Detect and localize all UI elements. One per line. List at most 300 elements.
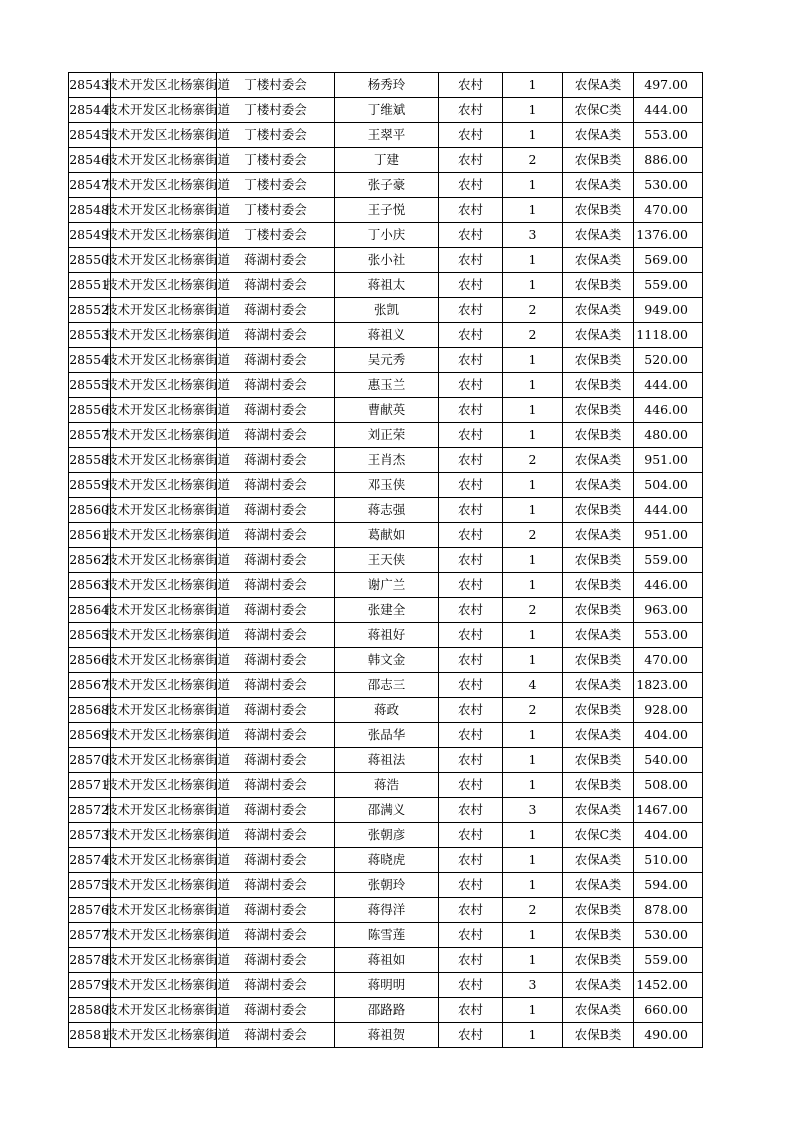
household-type-cell: 农村 <box>439 498 503 523</box>
table-row <box>69 323 703 348</box>
table-row <box>69 723 703 748</box>
table-row <box>69 623 703 648</box>
village-committee-cell: 蒋湖村委会 <box>217 798 335 823</box>
amount-cell: 559.00 <box>634 548 703 573</box>
record-id-cell: 28556 <box>69 398 111 423</box>
table-row <box>69 423 703 448</box>
household-size-cell: 1 <box>503 998 563 1023</box>
person-name-cell: 王子悦 <box>335 198 439 223</box>
record-id-cell: 28551 <box>69 273 111 298</box>
person-name-cell: 张品华 <box>335 723 439 748</box>
street-office-cell: 技术开发区北杨寨街道 <box>111 123 217 148</box>
amount-cell: 1452.00 <box>634 973 703 998</box>
household-size-cell: 1 <box>503 398 563 423</box>
household-type-cell: 农村 <box>439 198 503 223</box>
village-committee-cell: 蒋湖村委会 <box>217 548 335 573</box>
table-row <box>69 123 703 148</box>
insurance-category-cell: 农保A类 <box>563 623 634 648</box>
street-office-cell: 技术开发区北杨寨街道 <box>111 648 217 673</box>
village-committee-cell: 蒋湖村委会 <box>217 273 335 298</box>
insurance-category-cell: 农保B类 <box>563 898 634 923</box>
table-row <box>69 398 703 423</box>
table-row <box>69 898 703 923</box>
village-committee-cell: 蒋湖村委会 <box>217 573 335 598</box>
village-committee-cell: 蒋湖村委会 <box>217 348 335 373</box>
amount-cell: 470.00 <box>634 198 703 223</box>
village-committee-cell: 丁楼村委会 <box>217 123 335 148</box>
household-size-cell: 1 <box>503 723 563 748</box>
village-committee-cell: 蒋湖村委会 <box>217 923 335 948</box>
amount-cell: 886.00 <box>634 148 703 173</box>
record-id-cell: 28560 <box>69 498 111 523</box>
table-row <box>69 348 703 373</box>
table-row <box>69 748 703 773</box>
amount-cell: 1823.00 <box>634 673 703 698</box>
amount-cell: 510.00 <box>634 848 703 873</box>
amount-cell: 444.00 <box>634 373 703 398</box>
household-type-cell: 农村 <box>439 723 503 748</box>
village-committee-cell: 蒋湖村委会 <box>217 523 335 548</box>
amount-cell: 559.00 <box>634 273 703 298</box>
table-row <box>69 523 703 548</box>
village-committee-cell: 丁楼村委会 <box>217 98 335 123</box>
street-office-cell: 技术开发区北杨寨街道 <box>111 548 217 573</box>
insurance-category-cell: 农保B类 <box>563 1023 634 1048</box>
amount-cell: 949.00 <box>634 298 703 323</box>
household-size-cell: 1 <box>503 548 563 573</box>
village-committee-cell: 蒋湖村委会 <box>217 448 335 473</box>
person-name-cell: 邵路路 <box>335 998 439 1023</box>
amount-cell: 504.00 <box>634 473 703 498</box>
amount-cell: 553.00 <box>634 123 703 148</box>
household-size-cell: 1 <box>503 823 563 848</box>
street-office-cell: 技术开发区北杨寨街道 <box>111 198 217 223</box>
table-row <box>69 98 703 123</box>
record-id-cell: 28569 <box>69 723 111 748</box>
record-id-cell: 28557 <box>69 423 111 448</box>
amount-cell: 569.00 <box>634 248 703 273</box>
person-name-cell: 蒋明明 <box>335 973 439 998</box>
person-name-cell: 蒋浩 <box>335 773 439 798</box>
person-name-cell: 谢广兰 <box>335 573 439 598</box>
table-row <box>69 673 703 698</box>
record-id-cell: 28559 <box>69 473 111 498</box>
household-type-cell: 农村 <box>439 973 503 998</box>
street-office-cell: 技术开发区北杨寨街道 <box>111 523 217 548</box>
person-name-cell: 蒋晓虎 <box>335 848 439 873</box>
village-committee-cell: 蒋湖村委会 <box>217 498 335 523</box>
household-type-cell: 农村 <box>439 173 503 198</box>
amount-cell: 520.00 <box>634 348 703 373</box>
village-committee-cell: 蒋湖村委会 <box>217 823 335 848</box>
table-row <box>69 173 703 198</box>
record-id-cell: 28575 <box>69 873 111 898</box>
person-name-cell: 蒋得洋 <box>335 898 439 923</box>
table-row <box>69 973 703 998</box>
amount-cell: 540.00 <box>634 748 703 773</box>
person-name-cell: 蒋祖法 <box>335 748 439 773</box>
household-size-cell: 1 <box>503 748 563 773</box>
amount-cell: 530.00 <box>634 173 703 198</box>
household-type-cell: 农村 <box>439 448 503 473</box>
village-committee-cell: 蒋湖村委会 <box>217 998 335 1023</box>
insurance-category-cell: 农保A类 <box>563 998 634 1023</box>
household-size-cell: 1 <box>503 73 563 98</box>
household-type-cell: 农村 <box>439 823 503 848</box>
village-committee-cell: 蒋湖村委会 <box>217 773 335 798</box>
household-type-cell: 农村 <box>439 698 503 723</box>
amount-cell: 508.00 <box>634 773 703 798</box>
household-type-cell: 农村 <box>439 623 503 648</box>
record-id-cell: 28555 <box>69 373 111 398</box>
record-id-cell: 28548 <box>69 198 111 223</box>
record-id-cell: 28565 <box>69 623 111 648</box>
table-row <box>69 498 703 523</box>
table-row <box>69 448 703 473</box>
household-type-cell: 农村 <box>439 673 503 698</box>
household-type-cell: 农村 <box>439 473 503 498</box>
table-row <box>69 573 703 598</box>
household-type-cell: 农村 <box>439 1023 503 1048</box>
street-office-cell: 技术开发区北杨寨街道 <box>111 698 217 723</box>
street-office-cell: 技术开发区北杨寨街道 <box>111 623 217 648</box>
amount-cell: 660.00 <box>634 998 703 1023</box>
household-size-cell: 2 <box>503 298 563 323</box>
person-name-cell: 张朝彦 <box>335 823 439 848</box>
household-type-cell: 农村 <box>439 398 503 423</box>
household-type-cell: 农村 <box>439 348 503 373</box>
household-type-cell: 农村 <box>439 548 503 573</box>
household-size-cell: 1 <box>503 648 563 673</box>
insurance-category-cell: 农保B类 <box>563 498 634 523</box>
insurance-category-cell: 农保B类 <box>563 698 634 723</box>
person-name-cell: 张小社 <box>335 248 439 273</box>
amount-cell: 963.00 <box>634 598 703 623</box>
household-type-cell: 农村 <box>439 898 503 923</box>
insurance-category-cell: 农保B类 <box>563 273 634 298</box>
village-committee-cell: 丁楼村委会 <box>217 73 335 98</box>
household-size-cell: 3 <box>503 223 563 248</box>
person-name-cell: 邵满义 <box>335 798 439 823</box>
person-name-cell: 张朝玲 <box>335 873 439 898</box>
person-name-cell: 韩文金 <box>335 648 439 673</box>
person-name-cell: 刘正荣 <box>335 423 439 448</box>
street-office-cell: 技术开发区北杨寨街道 <box>111 998 217 1023</box>
street-office-cell: 技术开发区北杨寨街道 <box>111 873 217 898</box>
household-type-cell: 农村 <box>439 773 503 798</box>
street-office-cell: 技术开发区北杨寨街道 <box>111 273 217 298</box>
household-type-cell: 农村 <box>439 873 503 898</box>
table-row <box>69 298 703 323</box>
record-id-cell: 28574 <box>69 848 111 873</box>
household-type-cell: 农村 <box>439 373 503 398</box>
amount-cell: 530.00 <box>634 923 703 948</box>
person-name-cell: 蒋祖如 <box>335 948 439 973</box>
record-id-cell: 28581 <box>69 1023 111 1048</box>
record-id-cell: 28554 <box>69 348 111 373</box>
table-row <box>69 548 703 573</box>
village-committee-cell: 丁楼村委会 <box>217 198 335 223</box>
amount-cell: 470.00 <box>634 648 703 673</box>
record-id-cell: 28552 <box>69 298 111 323</box>
amount-cell: 404.00 <box>634 823 703 848</box>
street-office-cell: 技术开发区北杨寨街道 <box>111 598 217 623</box>
person-name-cell: 丁维斌 <box>335 98 439 123</box>
household-size-cell: 1 <box>503 373 563 398</box>
street-office-cell: 技术开发区北杨寨街道 <box>111 823 217 848</box>
village-committee-cell: 蒋湖村委会 <box>217 848 335 873</box>
insurance-category-cell: 农保B类 <box>563 198 634 223</box>
street-office-cell: 技术开发区北杨寨街道 <box>111 173 217 198</box>
household-size-cell: 2 <box>503 523 563 548</box>
household-type-cell: 农村 <box>439 273 503 298</box>
household-type-cell: 农村 <box>439 423 503 448</box>
person-name-cell: 陈雪莲 <box>335 923 439 948</box>
record-id-cell: 28580 <box>69 998 111 1023</box>
person-name-cell: 蒋祖义 <box>335 323 439 348</box>
village-committee-cell: 蒋湖村委会 <box>217 898 335 923</box>
household-type-cell: 农村 <box>439 798 503 823</box>
insurance-category-cell: 农保A类 <box>563 723 634 748</box>
village-committee-cell: 蒋湖村委会 <box>217 723 335 748</box>
table-row <box>69 998 703 1023</box>
amount-cell: 444.00 <box>634 498 703 523</box>
household-type-cell: 农村 <box>439 298 503 323</box>
table-row <box>69 798 703 823</box>
household-size-cell: 1 <box>503 348 563 373</box>
table-row <box>69 198 703 223</box>
person-name-cell: 蒋祖贺 <box>335 1023 439 1048</box>
amount-cell: 490.00 <box>634 1023 703 1048</box>
household-size-cell: 1 <box>503 923 563 948</box>
table-row <box>69 248 703 273</box>
insurance-category-cell: 农保A类 <box>563 473 634 498</box>
street-office-cell: 技术开发区北杨寨街道 <box>111 848 217 873</box>
village-committee-cell: 蒋湖村委会 <box>217 698 335 723</box>
household-size-cell: 1 <box>503 98 563 123</box>
household-type-cell: 农村 <box>439 848 503 873</box>
amount-cell: 1376.00 <box>634 223 703 248</box>
person-name-cell: 张凯 <box>335 298 439 323</box>
table-row <box>69 148 703 173</box>
street-office-cell: 技术开发区北杨寨街道 <box>111 1023 217 1048</box>
record-id-cell: 28578 <box>69 948 111 973</box>
record-id-cell: 28577 <box>69 923 111 948</box>
street-office-cell: 技术开发区北杨寨街道 <box>111 398 217 423</box>
record-id-cell: 28571 <box>69 773 111 798</box>
amount-cell: 878.00 <box>634 898 703 923</box>
household-type-cell: 农村 <box>439 148 503 173</box>
table-row <box>69 848 703 873</box>
data-table <box>68 72 703 1048</box>
insurance-category-cell: 农保B类 <box>563 573 634 598</box>
household-type-cell: 农村 <box>439 573 503 598</box>
insurance-category-cell: 农保A类 <box>563 673 634 698</box>
village-committee-cell: 蒋湖村委会 <box>217 298 335 323</box>
amount-cell: 951.00 <box>634 523 703 548</box>
amount-cell: 497.00 <box>634 73 703 98</box>
household-size-cell: 1 <box>503 248 563 273</box>
household-size-cell: 1 <box>503 498 563 523</box>
insurance-category-cell: 农保B类 <box>563 548 634 573</box>
person-name-cell: 王天侠 <box>335 548 439 573</box>
table-row <box>69 373 703 398</box>
insurance-category-cell: 农保A类 <box>563 223 634 248</box>
person-name-cell: 杨秀玲 <box>335 73 439 98</box>
village-committee-cell: 蒋湖村委会 <box>217 673 335 698</box>
insurance-category-cell: 农保B类 <box>563 948 634 973</box>
amount-cell: 1467.00 <box>634 798 703 823</box>
record-id-cell: 28563 <box>69 573 111 598</box>
village-committee-cell: 蒋湖村委会 <box>217 973 335 998</box>
person-name-cell: 丁小庆 <box>335 223 439 248</box>
record-id-cell: 28544 <box>69 98 111 123</box>
record-id-cell: 28543 <box>69 73 111 98</box>
record-id-cell: 28567 <box>69 673 111 698</box>
amount-cell: 559.00 <box>634 948 703 973</box>
amount-cell: 446.00 <box>634 573 703 598</box>
insurance-category-cell: 农保B类 <box>563 923 634 948</box>
insurance-category-cell: 农保B类 <box>563 598 634 623</box>
record-id-cell: 28576 <box>69 898 111 923</box>
table-body <box>69 73 703 1048</box>
record-id-cell: 28545 <box>69 123 111 148</box>
household-size-cell: 1 <box>503 848 563 873</box>
village-committee-cell: 丁楼村委会 <box>217 148 335 173</box>
person-name-cell: 蒋祖太 <box>335 273 439 298</box>
person-name-cell: 邵志三 <box>335 673 439 698</box>
household-size-cell: 1 <box>503 423 563 448</box>
household-size-cell: 3 <box>503 798 563 823</box>
village-committee-cell: 蒋湖村委会 <box>217 748 335 773</box>
street-office-cell: 技术开发区北杨寨街道 <box>111 423 217 448</box>
insurance-category-cell: 农保B类 <box>563 423 634 448</box>
household-size-cell: 4 <box>503 673 563 698</box>
street-office-cell: 技术开发区北杨寨街道 <box>111 948 217 973</box>
street-office-cell: 技术开发区北杨寨街道 <box>111 673 217 698</box>
person-name-cell: 张子豪 <box>335 173 439 198</box>
street-office-cell: 技术开发区北杨寨街道 <box>111 498 217 523</box>
insurance-category-cell: 农保B类 <box>563 748 634 773</box>
amount-cell: 480.00 <box>634 423 703 448</box>
insurance-category-cell: 农保C类 <box>563 98 634 123</box>
table-row <box>69 73 703 98</box>
table-row <box>69 823 703 848</box>
table-row <box>69 698 703 723</box>
insurance-category-cell: 农保B类 <box>563 348 634 373</box>
amount-cell: 553.00 <box>634 623 703 648</box>
insurance-category-cell: 农保B类 <box>563 373 634 398</box>
person-name-cell: 曹献英 <box>335 398 439 423</box>
insurance-category-cell: 农保A类 <box>563 248 634 273</box>
village-committee-cell: 蒋湖村委会 <box>217 373 335 398</box>
street-office-cell: 技术开发区北杨寨街道 <box>111 573 217 598</box>
household-size-cell: 2 <box>503 323 563 348</box>
household-type-cell: 农村 <box>439 748 503 773</box>
insurance-category-cell: 农保A类 <box>563 323 634 348</box>
insurance-category-cell: 农保C类 <box>563 823 634 848</box>
insurance-category-cell: 农保A类 <box>563 73 634 98</box>
household-size-cell: 1 <box>503 948 563 973</box>
person-name-cell: 蒋祖好 <box>335 623 439 648</box>
street-office-cell: 技术开发区北杨寨街道 <box>111 923 217 948</box>
village-committee-cell: 丁楼村委会 <box>217 173 335 198</box>
street-office-cell: 技术开发区北杨寨街道 <box>111 448 217 473</box>
record-id-cell: 28566 <box>69 648 111 673</box>
table-row <box>69 948 703 973</box>
person-name-cell: 蒋政 <box>335 698 439 723</box>
household-type-cell: 农村 <box>439 948 503 973</box>
insurance-category-cell: 农保A类 <box>563 973 634 998</box>
street-office-cell: 技术开发区北杨寨街道 <box>111 798 217 823</box>
village-committee-cell: 蒋湖村委会 <box>217 248 335 273</box>
street-office-cell: 技术开发区北杨寨街道 <box>111 748 217 773</box>
record-id-cell: 28573 <box>69 823 111 848</box>
insurance-category-cell: 农保A类 <box>563 448 634 473</box>
amount-cell: 951.00 <box>634 448 703 473</box>
street-office-cell: 技术开发区北杨寨街道 <box>111 298 217 323</box>
village-committee-cell: 丁楼村委会 <box>217 223 335 248</box>
household-size-cell: 1 <box>503 873 563 898</box>
record-id-cell: 28579 <box>69 973 111 998</box>
insurance-category-cell: 农保A类 <box>563 173 634 198</box>
record-id-cell: 28568 <box>69 698 111 723</box>
household-size-cell: 1 <box>503 1023 563 1048</box>
household-type-cell: 农村 <box>439 248 503 273</box>
insurance-category-cell: 农保B类 <box>563 773 634 798</box>
village-committee-cell: 蒋湖村委会 <box>217 423 335 448</box>
person-name-cell: 吴元秀 <box>335 348 439 373</box>
insurance-category-cell: 农保A类 <box>563 848 634 873</box>
record-id-cell: 28549 <box>69 223 111 248</box>
street-office-cell: 技术开发区北杨寨街道 <box>111 248 217 273</box>
record-id-cell: 28550 <box>69 248 111 273</box>
street-office-cell: 技术开发区北杨寨街道 <box>111 773 217 798</box>
household-size-cell: 1 <box>503 473 563 498</box>
amount-cell: 594.00 <box>634 873 703 898</box>
table-row <box>69 648 703 673</box>
person-name-cell: 张建全 <box>335 598 439 623</box>
insurance-category-cell: 农保A类 <box>563 873 634 898</box>
village-committee-cell: 蒋湖村委会 <box>217 473 335 498</box>
village-committee-cell: 蒋湖村委会 <box>217 598 335 623</box>
household-size-cell: 1 <box>503 773 563 798</box>
person-name-cell: 葛献如 <box>335 523 439 548</box>
person-name-cell: 王肖杰 <box>335 448 439 473</box>
person-name-cell: 蒋志强 <box>335 498 439 523</box>
amount-cell: 928.00 <box>634 698 703 723</box>
street-office-cell: 技术开发区北杨寨街道 <box>111 348 217 373</box>
record-id-cell: 28547 <box>69 173 111 198</box>
village-committee-cell: 蒋湖村委会 <box>217 323 335 348</box>
household-type-cell: 农村 <box>439 998 503 1023</box>
table-row <box>69 473 703 498</box>
household-type-cell: 农村 <box>439 223 503 248</box>
table-row <box>69 223 703 248</box>
household-type-cell: 农村 <box>439 123 503 148</box>
record-id-cell: 28562 <box>69 548 111 573</box>
household-type-cell: 农村 <box>439 523 503 548</box>
table-row <box>69 1023 703 1048</box>
person-name-cell: 惠玉兰 <box>335 373 439 398</box>
record-id-cell: 28558 <box>69 448 111 473</box>
village-committee-cell: 蒋湖村委会 <box>217 948 335 973</box>
household-size-cell: 2 <box>503 598 563 623</box>
street-office-cell: 技术开发区北杨寨街道 <box>111 473 217 498</box>
household-size-cell: 2 <box>503 898 563 923</box>
household-size-cell: 2 <box>503 148 563 173</box>
household-type-cell: 农村 <box>439 98 503 123</box>
